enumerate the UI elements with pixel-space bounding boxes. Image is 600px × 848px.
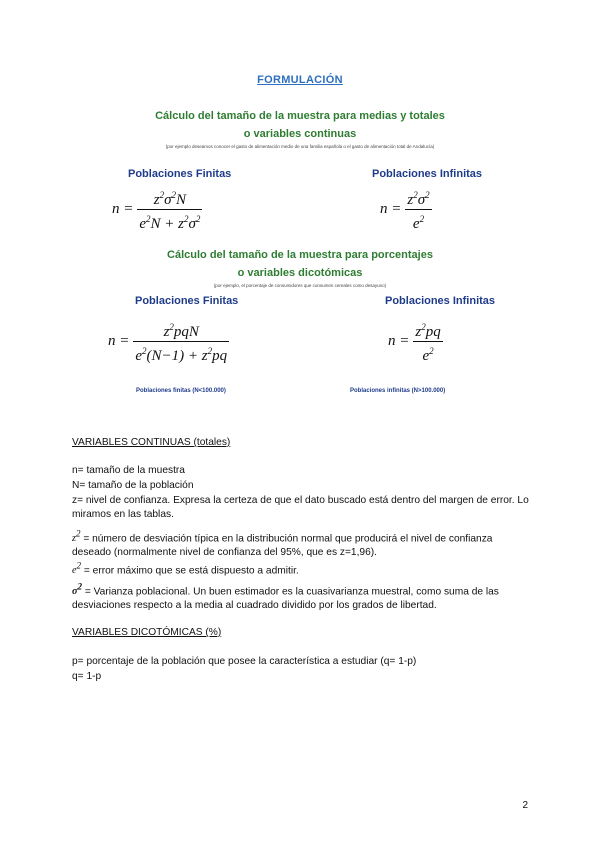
block1-finite-label: Poblaciones Finitas — [128, 168, 232, 180]
formula-infinite-dichotomous: n = $\frac{z^2pq}{e^2}$ — [388, 318, 443, 365]
s2-description: = Varianza poblacional. Un buen estimador es la cuasivarianza muestral, como suma de las desviaciones respecto a la media al cuadrado dividido por los grados de libertad. — [72, 586, 499, 612]
formula-finite-continuous: n = $\frac{z^2\sigma^2N}{e^2N + z^2\sigma^2}$ — [112, 186, 202, 233]
block1-example: (por ejemplo deseamos conocer el gasto de alimentación medio de una familia española o el gasto de alimentación total de Andalucía) — [165, 144, 435, 149]
finite-note: Poblaciones finitas (N<100.000) — [136, 388, 226, 394]
infinite-note: Poblaciones infinitas (N>100.000) — [350, 388, 446, 394]
z2-description: = número de desviación típica en la distribución normal que producirá el nivel de confianza deseado (normalmente nivel de confianza del 95%, que es z=1,96). — [72, 533, 493, 559]
block2-example: (por ejemplo, el porcentaje de consumidores que consumen cereales como desayuno) — [213, 283, 387, 288]
dichotomous-line-p: p= porcentaje de la población que posee la característica a estudiar (q= 1-p) — [72, 656, 417, 667]
dichotomous-line-q: q= 1-p — [72, 671, 102, 682]
continuous-line-z2: $z^2$ = número de desviación típica en la distribución normal que producirá el nivel de confianza deseado (normalmente nivel de confianza del 95%, que es z=1,96). — [72, 529, 493, 559]
block2-heading-1: Cálculo del tamaño de la muestra para porcentajes — [167, 249, 433, 261]
block2-heading-2: o variables dicotómicas — [237, 267, 363, 279]
page-number: 2 — [522, 800, 528, 811]
formula-finite-dichotomous: n = $\frac{z^2pqN}{e^2(N-1) + z^2pq}$ — [108, 318, 229, 365]
continuous-line-z: z= nivel de confianza. Expresa la certeza de que el dato buscado está dentro del margen de error. Lo miramos en las tablas. — [72, 495, 529, 520]
block2-infinite-label: Poblaciones Infinitas — [385, 295, 496, 307]
continuous-line-s2: $\sigma^2$ = Varianza poblacional. Un buen estimador es la cuasivarianza muestral, como suma de las desviaciones respecto a la media al cuadrado dividido por los grados de libertad. — [72, 582, 499, 612]
e2-description: = error máximo que se está dispuesto a admitir. — [83, 565, 299, 577]
page-title: FORMULACIÓN — [257, 74, 343, 86]
continuous-line-N: N= tamaño de la población — [72, 480, 194, 491]
dichotomous-heading: VARIABLES DICOTÓMICAS (%) — [72, 627, 222, 638]
block1-heading-1: Cálculo del tamaño de la muestra para medias y totales — [155, 110, 445, 122]
block2-finite-label: Poblaciones Finitas — [135, 295, 239, 307]
continuous-line-n: n= tamaño de la muestra — [72, 465, 185, 476]
block1-infinite-label: Poblaciones Infinitas — [372, 168, 483, 180]
block1-heading-2: o variables continuas — [243, 128, 357, 140]
continuous-line-e2: $e^2$ = error máximo que se está dispuesto a admitir. — [72, 561, 299, 577]
continuous-heading: VARIABLES CONTINUAS (totales) — [72, 437, 231, 448]
formula-infinite-continuous: n = $\frac{z^2\sigma^2}{e^2}$ — [380, 186, 432, 233]
